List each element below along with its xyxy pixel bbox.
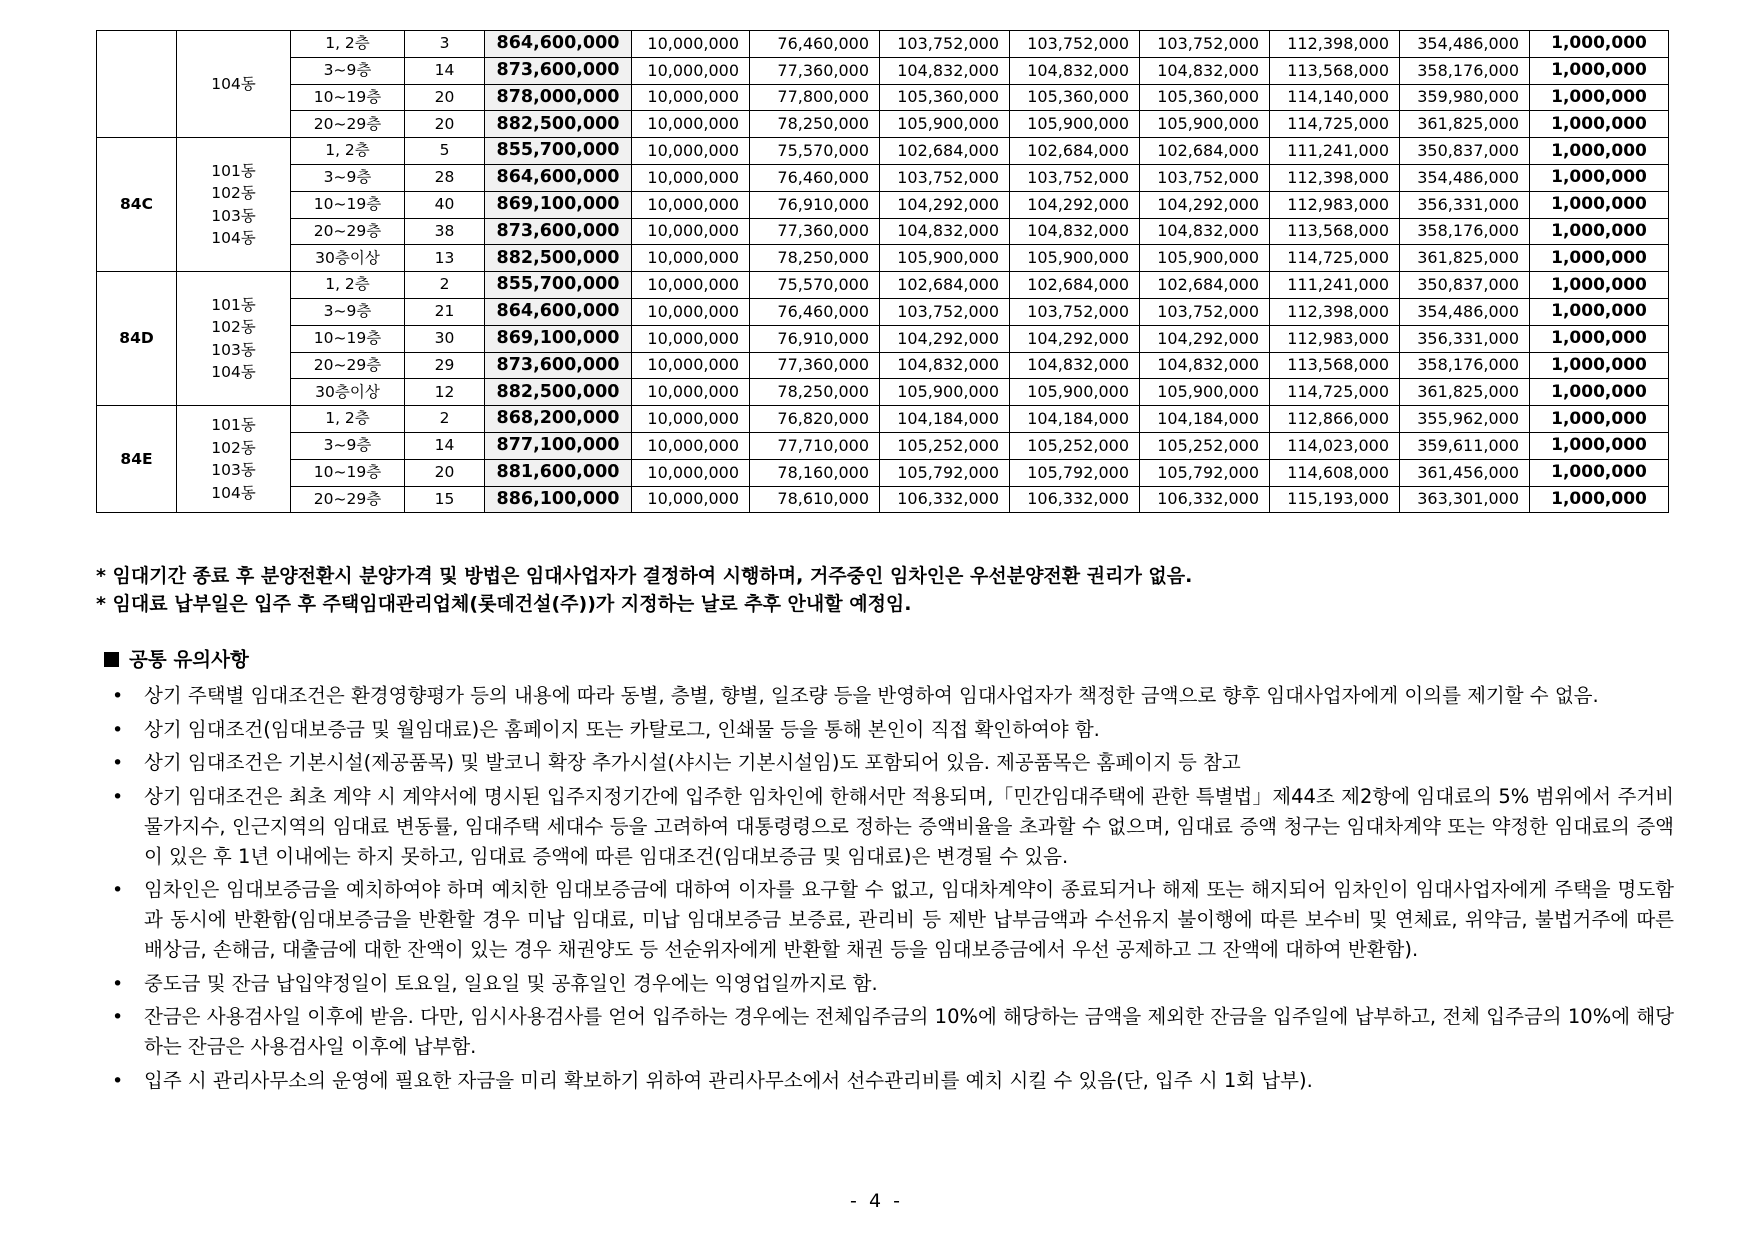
units-cell: 5 (405, 138, 485, 165)
amount-cell: 105,360,000 (1140, 84, 1270, 111)
units-cell: 15 (405, 486, 485, 513)
units-cell: 2 (405, 272, 485, 299)
amount-cell: 354,486,000 (1400, 298, 1530, 325)
table-row (97, 272, 1669, 299)
amount-cell: 361,825,000 (1400, 245, 1530, 272)
bullet-icon: • (112, 1069, 124, 1092)
amount-cell: 115,193,000 (1270, 486, 1400, 513)
amount-cell: 102,684,000 (880, 272, 1010, 299)
amount-cell: 10,000,000 (632, 84, 750, 111)
total-price-cell: 882,500,000 (485, 379, 632, 406)
floor-cell: 1, 2층 (291, 272, 405, 299)
amount-cell: 114,725,000 (1270, 111, 1400, 138)
amount-cell: 105,900,000 (1010, 379, 1140, 406)
amount-cell: 114,023,000 (1270, 432, 1400, 459)
floor-cell: 3~9층 (291, 432, 405, 459)
units-cell: 12 (405, 379, 485, 406)
amount-cell: 104,292,000 (1010, 191, 1140, 218)
table-row (97, 245, 1669, 272)
amount-cell: 78,250,000 (750, 111, 880, 138)
amount-cell: 10,000,000 (632, 459, 750, 486)
note-resale: * 임대기간 종료 후 분양전환시 분양가격 및 방법은 임대사업자가 결정하여 시행하며, 거주중인 임차인은 우선분양전환 권리가 없음. (96, 565, 1193, 587)
table-row (97, 459, 1669, 486)
units-cell: 38 (405, 218, 485, 245)
amount-cell: 103,752,000 (1010, 298, 1140, 325)
amount-cell: 105,252,000 (1010, 432, 1140, 459)
units-cell: 14 (405, 432, 485, 459)
amount-cell: 363,301,000 (1400, 486, 1530, 513)
amount-cell: 104,292,000 (880, 325, 1010, 352)
notice-item (104, 875, 1674, 965)
notice-item (104, 782, 1674, 872)
amount-cell: 10,000,000 (632, 352, 750, 379)
floor-cell: 20~29층 (291, 111, 405, 138)
amount-cell: 104,292,000 (1010, 325, 1140, 352)
total-price-cell: 855,700,000 (485, 272, 632, 299)
management-fee-cell: 1,000,000 (1530, 138, 1669, 165)
notice-item (104, 715, 1674, 745)
management-fee-cell: 1,000,000 (1530, 164, 1669, 191)
table-row (97, 325, 1669, 352)
amount-cell: 356,331,000 (1400, 191, 1530, 218)
amount-cell: 103,752,000 (1140, 31, 1270, 58)
amount-cell: 105,900,000 (1140, 245, 1270, 272)
amount-cell: 76,820,000 (750, 406, 880, 433)
total-price-cell: 873,600,000 (485, 218, 632, 245)
table-row (97, 191, 1669, 218)
table-row (97, 31, 1669, 58)
notice-text: 입주 시 관리사무소의 운영에 필요한 자금을 미리 확보하기 위하여 관리사무소에서 선수관리비를 예치 시킬 수 있음(단, 입주 시 1회 납부). (144, 1068, 1313, 1092)
amount-cell: 102,684,000 (1010, 272, 1140, 299)
amount-cell: 105,900,000 (1010, 245, 1140, 272)
bullet-icon: • (112, 1006, 124, 1028)
amount-cell: 112,983,000 (1270, 325, 1400, 352)
amount-cell: 75,570,000 (750, 272, 880, 299)
amount-cell: 104,184,000 (1010, 406, 1140, 433)
notice-text: 잔금은 사용검사일 이후에 받음. 다만, 임시사용검사를 얻어 입주하는 경우에는 전체입주금의 10%에 해당하는 금액을 제외한 잔금을 입주일에 납부하고, 전체 입주금의 10%에 해당하는 잔금은 사용검사일 이후에 납부함. (144, 1005, 1674, 1058)
floor-cell: 20~29층 (291, 486, 405, 513)
floor-cell: 10~19층 (291, 459, 405, 486)
amount-cell: 106,332,000 (880, 486, 1010, 513)
units-cell: 40 (405, 191, 485, 218)
amount-cell: 10,000,000 (632, 191, 750, 218)
table-row (97, 84, 1669, 111)
amount-cell: 112,866,000 (1270, 406, 1400, 433)
units-cell: 14 (405, 57, 485, 84)
amount-cell: 77,710,000 (750, 432, 880, 459)
amount-cell: 114,725,000 (1270, 245, 1400, 272)
amount-cell: 103,752,000 (880, 164, 1010, 191)
amount-cell: 113,568,000 (1270, 352, 1400, 379)
amount-cell: 103,752,000 (1010, 31, 1140, 58)
amount-cell: 104,832,000 (880, 57, 1010, 84)
amount-cell: 361,825,000 (1400, 379, 1530, 406)
building-label: 102동 (211, 184, 256, 203)
table-row (97, 486, 1669, 513)
management-fee-cell: 1,000,000 (1530, 432, 1669, 459)
floor-cell: 20~29층 (291, 218, 405, 245)
floor-cell: 3~9층 (291, 57, 405, 84)
management-fee-cell: 1,000,000 (1530, 31, 1669, 58)
amount-cell: 10,000,000 (632, 298, 750, 325)
section-title-text: 공통 유의사항 (129, 648, 249, 671)
amount-cell: 10,000,000 (632, 432, 750, 459)
floor-cell: 30층이상 (291, 245, 405, 272)
amount-cell: 103,752,000 (880, 31, 1010, 58)
management-fee-cell: 1,000,000 (1530, 245, 1669, 272)
floor-cell: 1, 2층 (291, 406, 405, 433)
management-fee-cell: 1,000,000 (1530, 325, 1669, 352)
amount-cell: 76,460,000 (750, 164, 880, 191)
notes (96, 562, 1676, 618)
common-notices-section (104, 645, 1674, 1099)
table-row (97, 298, 1669, 325)
amount-cell: 105,900,000 (1010, 111, 1140, 138)
amount-cell: 105,900,000 (880, 245, 1010, 272)
amount-cell: 354,486,000 (1400, 31, 1530, 58)
black-square-icon (104, 652, 119, 667)
amount-cell: 112,983,000 (1270, 191, 1400, 218)
management-fee-cell: 1,000,000 (1530, 57, 1669, 84)
amount-cell: 104,832,000 (1010, 352, 1140, 379)
floor-cell: 10~19층 (291, 325, 405, 352)
units-cell: 13 (405, 245, 485, 272)
floor-cell: 3~9층 (291, 164, 405, 191)
building-label: 104동 (211, 229, 256, 248)
floor-cell: 10~19층 (291, 191, 405, 218)
total-price-cell: 864,600,000 (485, 298, 632, 325)
total-price-cell: 882,500,000 (485, 111, 632, 138)
bullet-icon: • (112, 718, 124, 741)
amount-cell: 76,910,000 (750, 191, 880, 218)
amount-cell: 10,000,000 (632, 57, 750, 84)
building-label: 102동 (211, 438, 256, 457)
amount-cell: 78,160,000 (750, 459, 880, 486)
amount-cell: 104,832,000 (1010, 57, 1140, 84)
notice-item (104, 748, 1674, 778)
management-fee-cell: 1,000,000 (1530, 459, 1669, 486)
rental-price-table (96, 30, 1669, 513)
amount-cell: 114,608,000 (1270, 459, 1400, 486)
amount-cell: 105,252,000 (880, 432, 1010, 459)
floor-cell: 30층이상 (291, 379, 405, 406)
building-label: 103동 (211, 206, 256, 225)
amount-cell: 104,292,000 (880, 191, 1010, 218)
amount-cell: 78,610,000 (750, 486, 880, 513)
management-fee-cell: 1,000,000 (1530, 352, 1669, 379)
total-price-cell: 877,100,000 (485, 432, 632, 459)
amount-cell: 75,570,000 (750, 138, 880, 165)
amount-cell: 105,900,000 (880, 379, 1010, 406)
units-cell: 20 (405, 84, 485, 111)
amount-cell: 103,752,000 (1140, 164, 1270, 191)
notice-text: 상기 임대조건은 최초 계약 시 계약서에 명시된 입주지정기간에 입주한 임차인에 한해서만 적용되며,「민간임대주택에 관한 특별법」제44조 제2항에 임대료의 5% 범위에서 주거비 물가지수, 인근지역의 임대료 변동률, 임대주택 세대수 등을 고려하여 대통령령으로 정하는 증액비율을 초과할 수 없으며, 임대료 증액 청구는 임대차계약 또는 약정한 임대료의 증액이 있은 후 1년 이내에는 하지 못하고, 임대료 증액에 따른 임대조건(임대보증금 및 임대료)은 변경될 수 있음. (144, 784, 1674, 868)
amount-cell: 78,250,000 (750, 379, 880, 406)
bullet-icon: • (112, 785, 124, 808)
bullet-icon: • (112, 752, 124, 774)
amount-cell: 104,184,000 (1140, 406, 1270, 433)
units-cell: 3 (405, 31, 485, 58)
total-price-cell: 864,600,000 (485, 31, 632, 58)
total-price-cell: 873,600,000 (485, 352, 632, 379)
amount-cell: 112,398,000 (1270, 164, 1400, 191)
amount-cell: 105,900,000 (1140, 379, 1270, 406)
amount-cell: 10,000,000 (632, 486, 750, 513)
floor-cell: 20~29층 (291, 352, 405, 379)
note-rent-due-date: * 임대료 납부일은 입주 후 주택임대관리업체(롯데건설(주))가 지정하는 날로 추후 안내할 예정임. (96, 593, 912, 615)
bullet-icon: • (112, 685, 124, 707)
amount-cell: 359,980,000 (1400, 84, 1530, 111)
amount-cell: 104,832,000 (1140, 57, 1270, 84)
table-row (97, 379, 1669, 406)
amount-cell: 358,176,000 (1400, 218, 1530, 245)
table-row (97, 218, 1669, 245)
table-row (97, 432, 1669, 459)
unit-type-cell: 84D (97, 272, 177, 406)
units-cell: 20 (405, 111, 485, 138)
table-body (97, 31, 1669, 513)
section-title (104, 645, 1674, 675)
notice-text: 상기 주택별 임대조건은 환경영향평가 등의 내용에 따라 동별, 층별, 향별, 일조량 등을 반영하여 임대사업자가 책정한 금액으로 향후 임대사업자에게 이의를 제기할 수 없음. (144, 684, 1599, 707)
unit-type-cell: 84C (97, 138, 177, 272)
amount-cell: 102,684,000 (880, 138, 1010, 165)
building-cell (177, 31, 291, 138)
amount-cell: 76,460,000 (750, 298, 880, 325)
amount-cell: 104,292,000 (1140, 191, 1270, 218)
building-label: 101동 (211, 295, 256, 314)
notice-item (104, 1066, 1674, 1096)
amount-cell: 10,000,000 (632, 325, 750, 352)
floor-cell: 1, 2층 (291, 31, 405, 58)
amount-cell: 104,832,000 (880, 218, 1010, 245)
floor-cell: 1, 2층 (291, 138, 405, 165)
units-cell: 30 (405, 325, 485, 352)
building-label: 104동 (211, 483, 256, 502)
building-label: 103동 (211, 461, 256, 480)
building-label: 104동 (211, 363, 256, 382)
amount-cell: 111,241,000 (1270, 272, 1400, 299)
amount-cell: 102,684,000 (1140, 272, 1270, 299)
amount-cell: 358,176,000 (1400, 352, 1530, 379)
amount-cell: 111,241,000 (1270, 138, 1400, 165)
amount-cell: 102,684,000 (1010, 138, 1140, 165)
units-cell: 28 (405, 164, 485, 191)
amount-cell: 361,825,000 (1400, 111, 1530, 138)
amount-cell: 106,332,000 (1010, 486, 1140, 513)
amount-cell: 104,184,000 (880, 406, 1010, 433)
unit-type-cell (97, 31, 177, 138)
amount-cell: 77,360,000 (750, 218, 880, 245)
amount-cell: 103,752,000 (1010, 164, 1140, 191)
amount-cell: 104,832,000 (1010, 218, 1140, 245)
page-number: - 4 - (850, 1190, 903, 1212)
amount-cell: 10,000,000 (632, 272, 750, 299)
amount-cell: 104,832,000 (1140, 218, 1270, 245)
amount-cell: 76,910,000 (750, 325, 880, 352)
amount-cell: 114,725,000 (1270, 379, 1400, 406)
amount-cell: 105,792,000 (1140, 459, 1270, 486)
amount-cell: 112,398,000 (1270, 298, 1400, 325)
notice-text: 상기 임대조건(임대보증금 및 월임대료)은 홈페이지 또는 카탈로그, 인쇄물 등을 통해 본인이 직접 확인하여야 함. (144, 717, 1100, 741)
amount-cell: 78,250,000 (750, 245, 880, 272)
bullet-icon: • (112, 972, 124, 995)
amount-cell: 105,360,000 (1010, 84, 1140, 111)
amount-cell: 104,292,000 (1140, 325, 1270, 352)
amount-cell: 76,460,000 (750, 31, 880, 58)
units-cell: 21 (405, 298, 485, 325)
amount-cell: 350,837,000 (1400, 138, 1530, 165)
management-fee-cell: 1,000,000 (1530, 298, 1669, 325)
notice-item (104, 681, 1674, 711)
amount-cell: 355,962,000 (1400, 406, 1530, 433)
amount-cell: 105,252,000 (1140, 432, 1270, 459)
unit-type-cell: 84E (97, 406, 177, 513)
notice-text: 상기 임대조건은 기본시설(제공품목) 및 발코니 확장 추가시설(샤시는 기본시설임)도 포함되어 있음. 제공품목은 홈페이지 등 참고 (144, 751, 1241, 774)
amount-cell: 77,360,000 (750, 57, 880, 84)
building-cell (177, 406, 291, 513)
management-fee-cell: 1,000,000 (1530, 84, 1669, 111)
amount-cell: 104,832,000 (880, 352, 1010, 379)
notice-list (104, 681, 1674, 1096)
amount-cell: 10,000,000 (632, 138, 750, 165)
total-price-cell: 855,700,000 (485, 138, 632, 165)
total-price-cell: 869,100,000 (485, 325, 632, 352)
table-row (97, 138, 1669, 165)
building-label: 104동 (211, 74, 256, 93)
amount-cell: 358,176,000 (1400, 57, 1530, 84)
table-row (97, 406, 1669, 433)
amount-cell: 10,000,000 (632, 31, 750, 58)
building-label: 101동 (211, 161, 256, 180)
total-price-cell: 886,100,000 (485, 486, 632, 513)
table-row (97, 164, 1669, 191)
building-label: 101동 (211, 416, 256, 435)
amount-cell: 77,800,000 (750, 84, 880, 111)
amount-cell: 354,486,000 (1400, 164, 1530, 191)
amount-cell: 105,792,000 (1010, 459, 1140, 486)
amount-cell: 113,568,000 (1270, 57, 1400, 84)
amount-cell: 103,752,000 (1140, 298, 1270, 325)
amount-cell: 10,000,000 (632, 218, 750, 245)
notice-item (104, 969, 1674, 999)
management-fee-cell: 1,000,000 (1530, 379, 1669, 406)
total-price-cell: 864,600,000 (485, 164, 632, 191)
amount-cell: 10,000,000 (632, 379, 750, 406)
total-price-cell: 869,100,000 (485, 191, 632, 218)
amount-cell: 105,900,000 (880, 111, 1010, 138)
total-price-cell: 878,000,000 (485, 84, 632, 111)
bullet-icon: • (112, 879, 124, 901)
amount-cell: 112,398,000 (1270, 31, 1400, 58)
units-cell: 2 (405, 406, 485, 433)
amount-cell: 105,900,000 (1140, 111, 1270, 138)
amount-cell: 356,331,000 (1400, 325, 1530, 352)
notice-text: 임차인은 임대보증금을 예치하여야 하며 예치한 임대보증금에 대하여 이자를 요구할 수 없고, 임대차계약이 종료되거나 해제 또는 해지되어 임차인이 임대사업자에게 주택을 명도함과 동시에 반환함(임대보증금을 반환할 경우 미납 임대료, 미납 임대보증금 보증료, 관리비 등 제반 납부금액과 수선유지 불이행에 따른 보수비 및 연체료, 위약금, 불법거주에 따른 배상금, 손해금, 대출금에 대한 잔액이 있는 경우 채권양도 등 선순위자에게 반환할 채권 등을 임대보증금에서 우선 공제하고 그 잔액에 대하여 반환함). (144, 878, 1674, 961)
building-label: 103동 (211, 340, 256, 359)
table-row (97, 352, 1669, 379)
amount-cell: 10,000,000 (632, 164, 750, 191)
table-row (97, 111, 1669, 138)
amount-cell: 113,568,000 (1270, 218, 1400, 245)
amount-cell: 102,684,000 (1140, 138, 1270, 165)
amount-cell: 359,611,000 (1400, 432, 1530, 459)
building-cell (177, 138, 291, 272)
amount-cell: 10,000,000 (632, 111, 750, 138)
management-fee-cell: 1,000,000 (1530, 406, 1669, 433)
table-row (97, 57, 1669, 84)
notice-text: 중도금 및 잔금 납입약정일이 토요일, 일요일 및 공휴일인 경우에는 익영업일까지로 함. (144, 971, 878, 995)
total-price-cell: 873,600,000 (485, 57, 632, 84)
amount-cell: 103,752,000 (880, 298, 1010, 325)
management-fee-cell: 1,000,000 (1530, 191, 1669, 218)
amount-cell: 106,332,000 (1140, 486, 1270, 513)
units-cell: 29 (405, 352, 485, 379)
management-fee-cell: 1,000,000 (1530, 486, 1669, 513)
units-cell: 20 (405, 459, 485, 486)
amount-cell: 114,140,000 (1270, 84, 1400, 111)
amount-cell: 10,000,000 (632, 406, 750, 433)
total-price-cell: 882,500,000 (485, 245, 632, 272)
total-price-cell: 868,200,000 (485, 406, 632, 433)
amount-cell: 77,360,000 (750, 352, 880, 379)
floor-cell: 3~9층 (291, 298, 405, 325)
building-cell (177, 272, 291, 406)
amount-cell: 105,360,000 (880, 84, 1010, 111)
amount-cell: 361,456,000 (1400, 459, 1530, 486)
building-label: 102동 (211, 318, 256, 337)
management-fee-cell: 1,000,000 (1530, 111, 1669, 138)
amount-cell: 350,837,000 (1400, 272, 1530, 299)
amount-cell: 10,000,000 (632, 245, 750, 272)
amount-cell: 104,832,000 (1140, 352, 1270, 379)
management-fee-cell: 1,000,000 (1530, 272, 1669, 299)
floor-cell: 10~19층 (291, 84, 405, 111)
amount-cell: 105,792,000 (880, 459, 1010, 486)
management-fee-cell: 1,000,000 (1530, 218, 1669, 245)
notice-item (104, 1002, 1674, 1062)
total-price-cell: 881,600,000 (485, 459, 632, 486)
